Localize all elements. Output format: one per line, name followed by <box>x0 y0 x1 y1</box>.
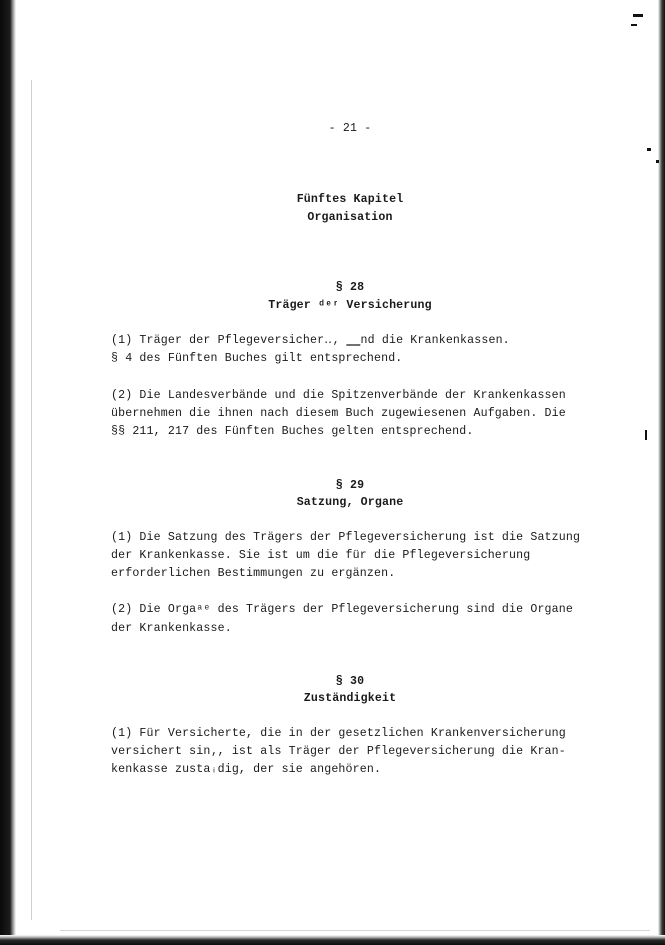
section-heading: Satzung, Organe <box>296 496 404 509</box>
paragraph-line: (2) Die Orgaᵃᵉ des Trägers der Pflegeversicherung sind die Organe <box>111 603 573 616</box>
scan-bottom-edge <box>0 935 665 945</box>
section-heading: Träger ᵈᵉʳ Versicherung <box>268 299 432 312</box>
paragraph-line: (2) Die Landesverbände und die Spitzenverbände der Krankenkassen <box>111 389 566 402</box>
scan-speck <box>647 148 651 151</box>
paragraph-line: kenkasse zustaᵢdig, der sie angehören. <box>111 763 382 776</box>
scan-speck <box>633 14 643 17</box>
scan-speck <box>631 24 637 26</box>
paragraph-line: übernehmen die ihnen nach diesem Buch zugewiesenen Aufgaben. Die <box>111 407 566 420</box>
chapter-subtitle: Organisation <box>307 211 393 224</box>
paragraph-line: erforderlichen Bestimmungen zu ergänzen. <box>111 567 396 580</box>
paragraph-line: versichert sin‚, ist als Träger der Pflegeversicherung die Kran- <box>111 745 566 758</box>
paragraph-line: (1) Für Versicherte, die in der gesetzlichen Krankenversicherung <box>111 727 566 740</box>
scan-speck <box>645 430 647 440</box>
section-heading: Zuständigkeit <box>303 692 397 705</box>
section-number: § 28 <box>335 281 365 294</box>
section-number: § 30 <box>335 675 365 688</box>
scan-speck <box>656 160 659 163</box>
scan-binding-edge <box>0 0 16 945</box>
paragraph-line: §§ 211, 217 des Fünften Buches gelten entsprechend. <box>111 425 474 438</box>
paragraph-line: der Krankenkasse. Sie ist um die für die Pflegeversicherung <box>111 549 531 562</box>
paragraph-line: (1) Träger der Pflegeversicher‥‚ ‗‗nd die Krankenkassen. <box>111 334 510 347</box>
section-number: § 29 <box>335 479 365 492</box>
scan-bottom-line <box>60 930 650 931</box>
scan-right-edge <box>643 0 665 945</box>
paragraph-line: (1) Die Satzung des Trägers der Pflegeversicherung ist die Satzung <box>111 531 581 544</box>
chapter-title: Fünftes Kapitel <box>296 193 404 206</box>
paragraph-line: § 4 des Fünften Buches gilt entsprechend. <box>111 352 403 365</box>
paragraph-line: der Krankenkasse. <box>111 622 232 635</box>
page-number: - 21 - <box>328 122 372 135</box>
